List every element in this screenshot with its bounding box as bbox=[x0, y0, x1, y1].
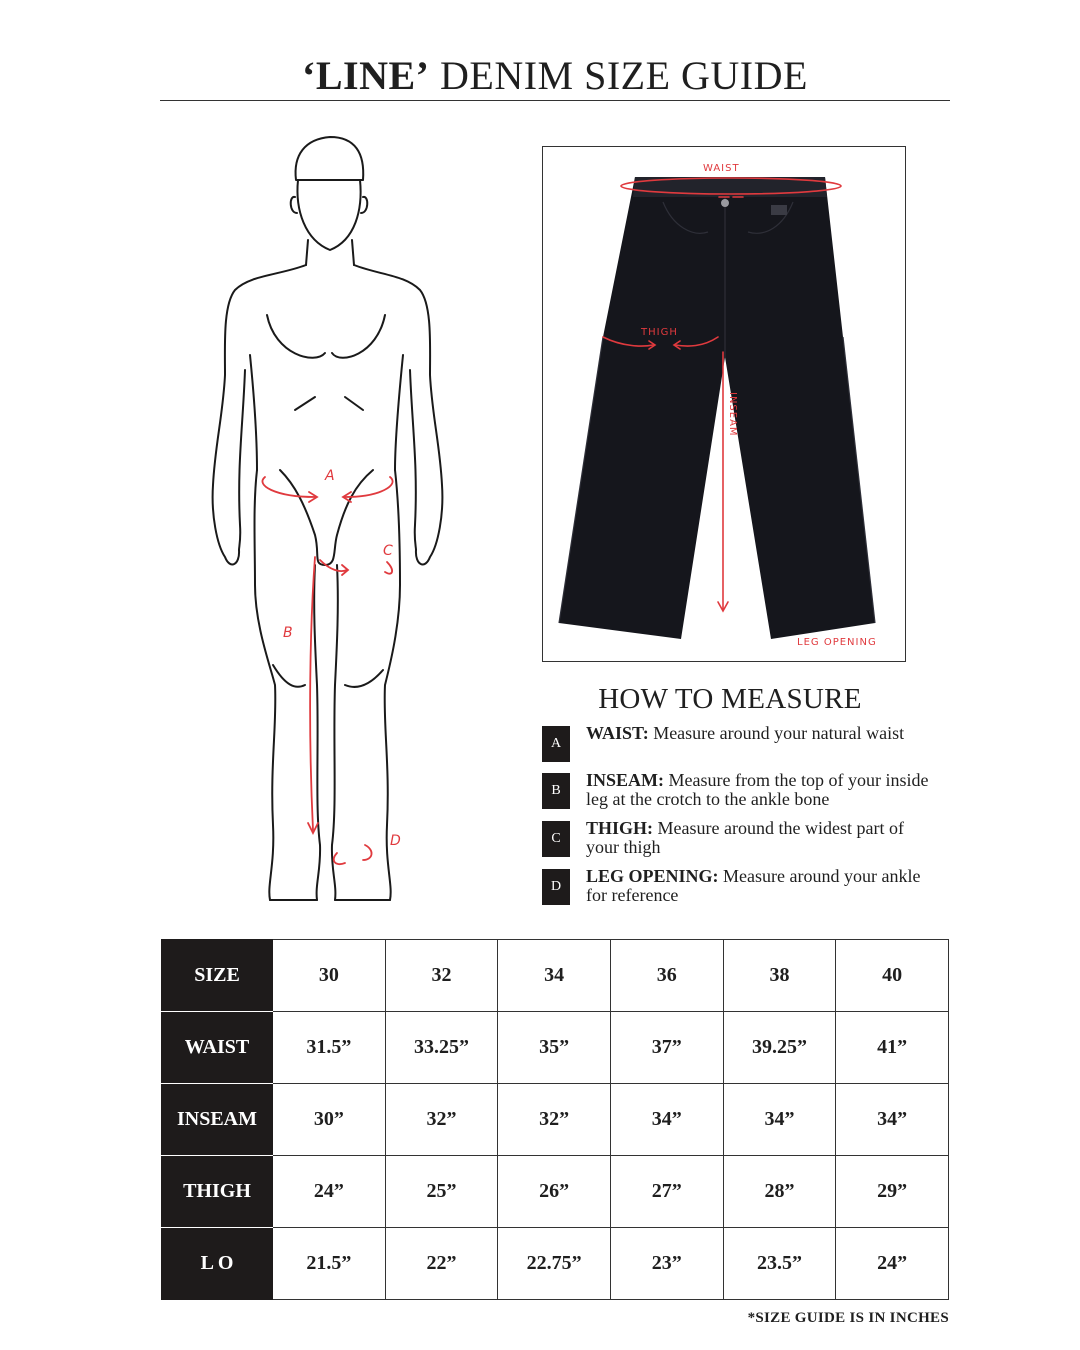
row-header: WAIST bbox=[162, 1012, 273, 1084]
table-cell: 23.5” bbox=[723, 1228, 836, 1300]
body-measurement-figure bbox=[195, 125, 455, 915]
table-cell: 25” bbox=[385, 1156, 498, 1228]
measure-badge: A bbox=[542, 726, 570, 762]
row-header: THIGH bbox=[162, 1156, 273, 1228]
table-row-inseam bbox=[162, 1084, 949, 1156]
how-to-measure-title: HOW TO MEASURE bbox=[598, 683, 862, 715]
measure-badge: B bbox=[542, 773, 570, 809]
measure-name: WAIST: bbox=[586, 723, 649, 743]
row-header: SIZE bbox=[162, 940, 273, 1012]
table-cell: 39.25” bbox=[723, 1012, 836, 1084]
table-cell: 36 bbox=[610, 940, 723, 1012]
table-row-leg-opening bbox=[162, 1228, 949, 1300]
title-product: ‘LINE’ bbox=[302, 53, 430, 98]
figure-label-a: A bbox=[325, 468, 335, 484]
measure-desc: Measure around your natural waist bbox=[648, 723, 905, 743]
figure-label-d: D bbox=[390, 833, 401, 849]
head bbox=[297, 180, 360, 250]
measure-name: INSEAM: bbox=[586, 770, 665, 790]
table-cell: 34 bbox=[498, 940, 611, 1012]
table-cell: 26” bbox=[498, 1156, 611, 1228]
measure-text bbox=[586, 867, 936, 905]
photo-label-inseam: INSEAM bbox=[727, 392, 738, 437]
table-cell: 24” bbox=[836, 1228, 949, 1300]
table-cell: 27” bbox=[610, 1156, 723, 1228]
measure-text bbox=[586, 724, 936, 743]
table-cell: 32” bbox=[385, 1084, 498, 1156]
table-cell: 34” bbox=[610, 1084, 723, 1156]
table-cell: 41” bbox=[836, 1012, 949, 1084]
measure-name: THIGH: bbox=[586, 818, 654, 838]
table-cell: 23” bbox=[610, 1228, 723, 1300]
table-cell: 31.5” bbox=[273, 1012, 386, 1084]
table-cell: 29” bbox=[836, 1156, 949, 1228]
measure-desc: Measure from the top of your inside leg at the crotch to the ankle bone bbox=[586, 770, 929, 809]
table-cell: 34” bbox=[723, 1084, 836, 1156]
table-row-size bbox=[162, 940, 949, 1012]
table-cell: 32 bbox=[385, 940, 498, 1012]
jeans-photo bbox=[542, 146, 906, 662]
table-cell: 22.75” bbox=[498, 1228, 611, 1300]
size-table bbox=[161, 939, 949, 1300]
row-header: INSEAM bbox=[162, 1084, 273, 1156]
measure-badge: C bbox=[542, 821, 570, 857]
table-cell: 21.5” bbox=[273, 1228, 386, 1300]
table-cell: 38 bbox=[723, 940, 836, 1012]
table-cell: 35” bbox=[498, 1012, 611, 1084]
row-header: L O bbox=[162, 1228, 273, 1300]
measure-badge: D bbox=[542, 869, 570, 905]
table-cell: 32” bbox=[498, 1084, 611, 1156]
title-divider bbox=[160, 100, 950, 101]
photo-label-waist: WAIST bbox=[703, 163, 740, 174]
measure-text bbox=[586, 771, 936, 809]
photo-label-thigh: THIGH bbox=[641, 327, 678, 338]
table-row-waist bbox=[162, 1012, 949, 1084]
figure-label-c: C bbox=[383, 543, 393, 559]
beanie bbox=[296, 137, 364, 180]
jeans-illustration bbox=[543, 147, 906, 662]
jeans-shape bbox=[559, 177, 875, 639]
torso-left bbox=[213, 265, 306, 564]
measure-desc: Measure around your ankle for reference bbox=[586, 866, 921, 905]
title-rest: DENIM SIZE GUIDE bbox=[429, 53, 808, 98]
measure-name: LEG OPENING: bbox=[586, 866, 719, 886]
measure-desc: Measure around the widest part of your thigh bbox=[586, 818, 904, 857]
table-cell: 30” bbox=[273, 1084, 386, 1156]
measure-text bbox=[586, 819, 936, 857]
leg-left bbox=[255, 470, 276, 900]
table-cell: 34” bbox=[836, 1084, 949, 1156]
table-cell: 40 bbox=[836, 940, 949, 1012]
table-cell: 22” bbox=[385, 1228, 498, 1300]
table-cell: 33.25” bbox=[385, 1012, 498, 1084]
footnote: *SIZE GUIDE IS IN INCHES bbox=[747, 1310, 949, 1326]
ankle-arrow bbox=[334, 853, 345, 864]
table-row-thigh bbox=[162, 1156, 949, 1228]
figure-label-b: B bbox=[283, 625, 293, 641]
table-cell: 37” bbox=[610, 1012, 723, 1084]
table-cell: 24” bbox=[273, 1156, 386, 1228]
photo-label-leg-opening: LEG OPENING bbox=[797, 637, 877, 648]
table-cell: 30 bbox=[273, 940, 386, 1012]
table-cell: 28” bbox=[723, 1156, 836, 1228]
page-title bbox=[160, 52, 950, 99]
